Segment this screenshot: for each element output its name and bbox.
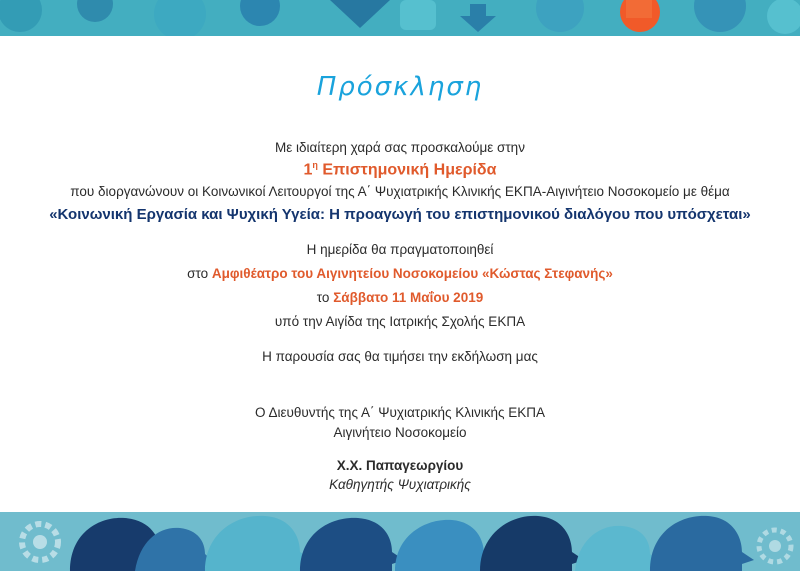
signatory-role: Ο Διευθυντής της Α΄ Ψυχιατρικής Κλινικής ΕΚΠΑ bbox=[254, 405, 546, 420]
event-date: Σάββατο 11 Μαΐου 2019 bbox=[333, 290, 484, 305]
signatory-name: Χ.Χ. Παπαγεωργίου bbox=[336, 458, 464, 473]
organizers-text: που διοργανώνουν οι Κοινωνικοί Λειτουργοί της Α΄ Ψυχιατρικής Κλινικής ΕΚΠΑ-Αιγινήτειο Νοσοκομείο με θέμα bbox=[70, 184, 730, 199]
invitation-body bbox=[0, 36, 800, 512]
date-prefix: το bbox=[316, 290, 334, 305]
date-line bbox=[0, 290, 800, 305]
presence-text: Η παρουσία σας θα τιμήσει την εκδήλωση μας bbox=[262, 349, 538, 364]
event-ordinal-sup: η bbox=[312, 160, 318, 170]
signatory-hospital: Αιγινήτειο Νοσοκομείο bbox=[333, 425, 467, 440]
event-title bbox=[0, 160, 800, 179]
venue-line bbox=[0, 266, 800, 281]
invitation-heading: Πρόσκληση bbox=[316, 72, 484, 102]
top-decorative-banner bbox=[0, 0, 800, 36]
venue-prefix: στο bbox=[187, 266, 212, 281]
location-intro-text: Η ημερίδα θα πραγματοποιηθεί bbox=[306, 242, 494, 257]
event-number: 1 bbox=[303, 161, 313, 179]
signatory-title: Καθηγητής Ψυχιατρικής bbox=[329, 477, 471, 492]
event-name: Επιστημονική Ημερίδα bbox=[317, 161, 497, 179]
bottom-decorative-banner bbox=[0, 512, 800, 571]
theme-text: «Κοινωνική Εργασία και Ψυχική Υγεία: Η προαγωγή του επιστημονικού διαλόγου που υπόσχεται» bbox=[49, 206, 751, 223]
venue-name: Αμφιθέατρο του Αιγινητείου Νοσοκομείου «Κώστας Στεφανής» bbox=[211, 266, 613, 281]
intro-text: Με ιδιαίτερη χαρά σας προσκαλούμε στην bbox=[275, 140, 525, 155]
auspices-text: υπό την Αιγίδα της Ιατρικής Σχολής ΕΚΠΑ bbox=[274, 314, 526, 329]
